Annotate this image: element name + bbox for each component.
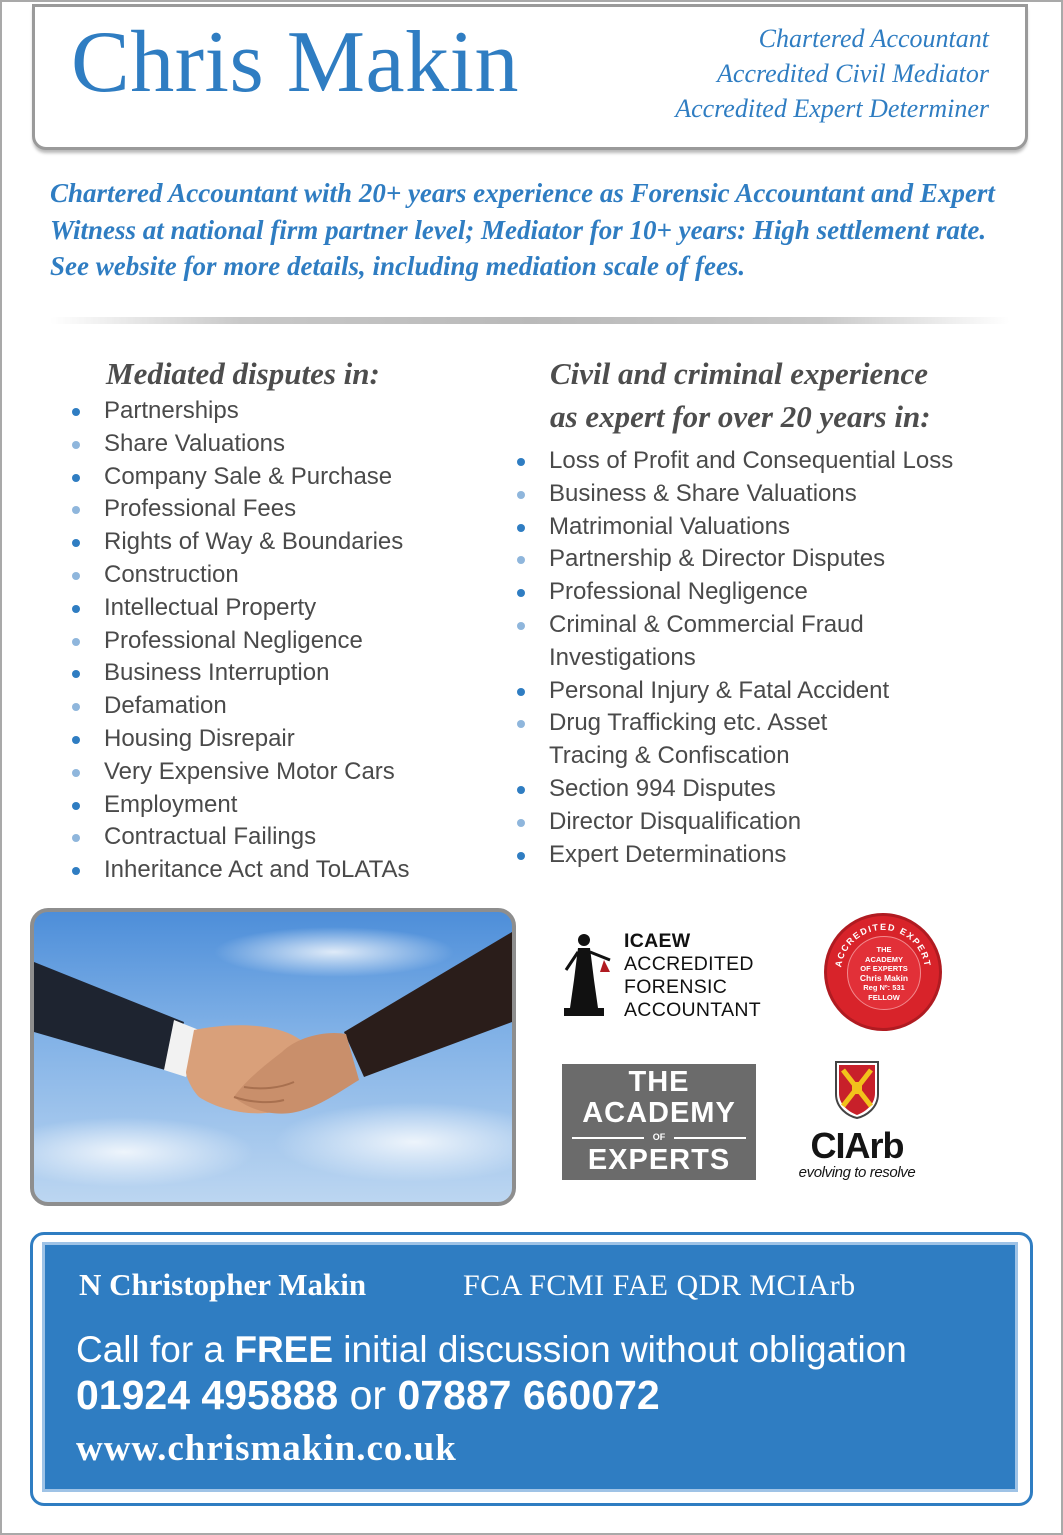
bullet-icon — [72, 834, 80, 842]
icaew-accountant: ACCOUNTANT — [624, 999, 761, 1021]
seal-fellow: FELLOW — [868, 992, 900, 1002]
list-item — [515, 773, 1005, 806]
icaew-accredited: ACCREDITED — [624, 953, 754, 975]
footer-qualifications: FCA FCMI FAE QDR MCIArb — [463, 1269, 856, 1302]
list-item-label: Employment — [104, 790, 238, 818]
accredited-expert-seal — [827, 916, 939, 1028]
list-item-label: Share Valuations — [104, 429, 286, 457]
list-item — [70, 854, 510, 887]
footer-name: N Christopher Makin — [79, 1267, 367, 1302]
bullet-icon — [72, 736, 80, 744]
bullet-icon — [72, 605, 80, 613]
list-item-label: Intellectual Property — [104, 593, 317, 621]
seal-reg: Reg Nº: 531 — [863, 983, 905, 992]
bullet-icon — [517, 556, 525, 564]
list-item — [70, 756, 510, 789]
list-item — [70, 657, 510, 690]
list-item — [515, 511, 1005, 544]
list-item-label: Professional Negligence — [104, 626, 363, 654]
bullet-icon — [72, 867, 80, 875]
bullet-icon — [72, 539, 80, 547]
list-item-label: Company Sale & Purchase — [104, 462, 393, 490]
call-post: initial discussion without obligation — [333, 1329, 907, 1370]
list-item-label: Very Expensive Motor Cars — [104, 757, 395, 785]
handshake-photo — [30, 908, 516, 1206]
qualification-mediator: Accredited Civil Mediator — [717, 59, 989, 88]
qualifications — [675, 21, 989, 126]
list-item-label: Defamation — [104, 692, 227, 720]
bullet-icon — [517, 786, 525, 794]
list-item-label: Partnerships — [104, 397, 239, 424]
list-item-label: Business & Share Valuations — [549, 479, 857, 507]
academy-of-experts-logo — [562, 1064, 756, 1180]
academy-the: THE — [628, 1066, 690, 1098]
bullet-icon — [72, 670, 80, 678]
call-to-action — [76, 1329, 907, 1371]
mediated-list — [70, 395, 510, 887]
list-item-label: Construction — [104, 560, 239, 588]
list-item-label: Housing Disrepair — [104, 724, 295, 752]
list-item — [515, 675, 1005, 708]
name-title: Chris Makin — [71, 14, 519, 111]
bullet-icon — [72, 506, 80, 514]
qualification-determiner: Accredited Expert Determiner — [675, 94, 989, 123]
list-item — [70, 690, 510, 723]
expert-list — [515, 445, 1005, 871]
list-item-label: Drug Trafficking etc. Asset Tracing & Confiscation — [549, 709, 828, 770]
header-box — [32, 4, 1028, 150]
bullet-icon — [517, 819, 525, 827]
list-item-label: Partnership & Director Disputes — [549, 545, 886, 573]
icaew-name: ICAEW — [624, 930, 691, 952]
list-item-label: Inheritance Act and ToLATAs — [104, 856, 410, 884]
phone-landline[interactable]: 01924 495888 — [76, 1372, 339, 1418]
icaew-forensic: FORENSIC — [624, 976, 728, 998]
list-item — [70, 559, 510, 592]
list-item-label: Rights of Way & Boundaries — [104, 528, 404, 556]
phone-numbers — [76, 1372, 660, 1419]
list-item-label: Section 994 Disputes — [549, 774, 776, 802]
list-item-label: Director Disqualification — [549, 807, 802, 835]
expert-heading — [550, 352, 931, 438]
list-item — [515, 806, 1005, 839]
seal-holder-name: Chris Makin — [859, 972, 909, 983]
ciarb-tagline: evolving to resolve — [798, 1164, 916, 1181]
seal-experts: OF EXPERTS — [860, 964, 908, 973]
list-item-label: Loss of Profit and Consequential Loss — [549, 447, 954, 474]
justice-figure-icon — [560, 930, 616, 1018]
list-item — [515, 478, 1005, 511]
phone-or: or — [338, 1372, 398, 1418]
divider — [50, 317, 1010, 324]
list-item-label: Criminal & Commercial Fraud Investigations — [549, 610, 864, 671]
phone-mobile[interactable]: 07887 660072 — [397, 1372, 660, 1418]
ciarb-shield-icon — [834, 1060, 880, 1120]
list-item-label: Contractual Failings — [104, 823, 317, 851]
call-pre: Call for a — [76, 1329, 235, 1370]
qualification-accountant: Chartered Accountant — [758, 24, 989, 53]
list-item-label: Expert Determinations — [549, 840, 787, 868]
bullet-icon — [517, 720, 525, 728]
intro-text: Chartered Accountant with 20+ years experience as Forensic Accountant and Expert Witness at national firm partner level; Mediator for 10+ years: High settlement rate. See website for more details, including mediation scale of fees. — [50, 178, 995, 281]
list-item — [70, 592, 510, 625]
handshake-illustration — [34, 912, 512, 1202]
list-item-label: Personal Injury & Fatal Accident — [549, 676, 890, 704]
bullet-icon — [72, 408, 80, 416]
seal-academy: ACADEMY — [865, 954, 903, 964]
icaew-text — [624, 930, 761, 1022]
expert-heading-line2: as expert for over 20 years in: — [550, 399, 931, 434]
list-item-label: Matrimonial Valuations — [549, 512, 790, 540]
list-item — [515, 707, 1005, 773]
bullet-icon — [72, 572, 80, 580]
expert-heading-line1: Civil and criminal experience — [550, 356, 928, 391]
list-item — [70, 723, 510, 756]
list-item — [515, 543, 1005, 576]
bullet-icon — [517, 491, 525, 499]
academy-experts: EXPERTS — [587, 1144, 731, 1176]
bullet-icon — [517, 688, 525, 696]
list-item — [70, 526, 510, 559]
mediated-heading: Mediated disputes in: — [106, 356, 380, 391]
academy-academy: ACADEMY — [582, 1097, 736, 1129]
seal-the: THE — [876, 945, 892, 954]
bullet-icon — [72, 441, 80, 449]
seal-center — [847, 936, 921, 1010]
bullet-icon — [72, 638, 80, 646]
list-item-label: Professional Negligence — [549, 578, 808, 606]
bullet-icon — [72, 769, 80, 777]
list-item — [515, 445, 1005, 478]
ciarb-logo — [790, 1060, 924, 1186]
bullet-icon — [72, 703, 80, 711]
bullet-icon — [517, 589, 525, 597]
bullet-icon — [517, 622, 525, 630]
seal-ring-label: ACCREDITED EXPERT — [833, 921, 933, 969]
list-item — [70, 821, 510, 854]
bullet-icon — [72, 802, 80, 810]
list-item — [515, 576, 1005, 609]
academy-of: OF — [644, 1131, 674, 1144]
bullet-icon — [517, 852, 525, 860]
list-item — [515, 609, 1005, 675]
call-free: FREE — [234, 1329, 334, 1370]
list-item — [515, 839, 1005, 872]
list-item — [70, 493, 510, 526]
list-item-label: Professional Fees — [104, 495, 297, 523]
list-item — [70, 395, 510, 428]
list-item — [70, 789, 510, 822]
list-item-label: Business Interruption — [104, 659, 330, 687]
bullet-icon — [517, 524, 525, 532]
icaew-logo — [560, 928, 800, 1020]
contact-footer — [42, 1242, 1018, 1492]
website-link[interactable]: www.chrismakin.co.uk — [76, 1428, 457, 1469]
list-item — [70, 461, 510, 494]
ciarb-mark: CIArb — [810, 1125, 904, 1166]
list-item — [70, 428, 510, 461]
list-item — [70, 625, 510, 658]
bullet-icon — [72, 474, 80, 482]
bullet-icon — [517, 458, 525, 466]
